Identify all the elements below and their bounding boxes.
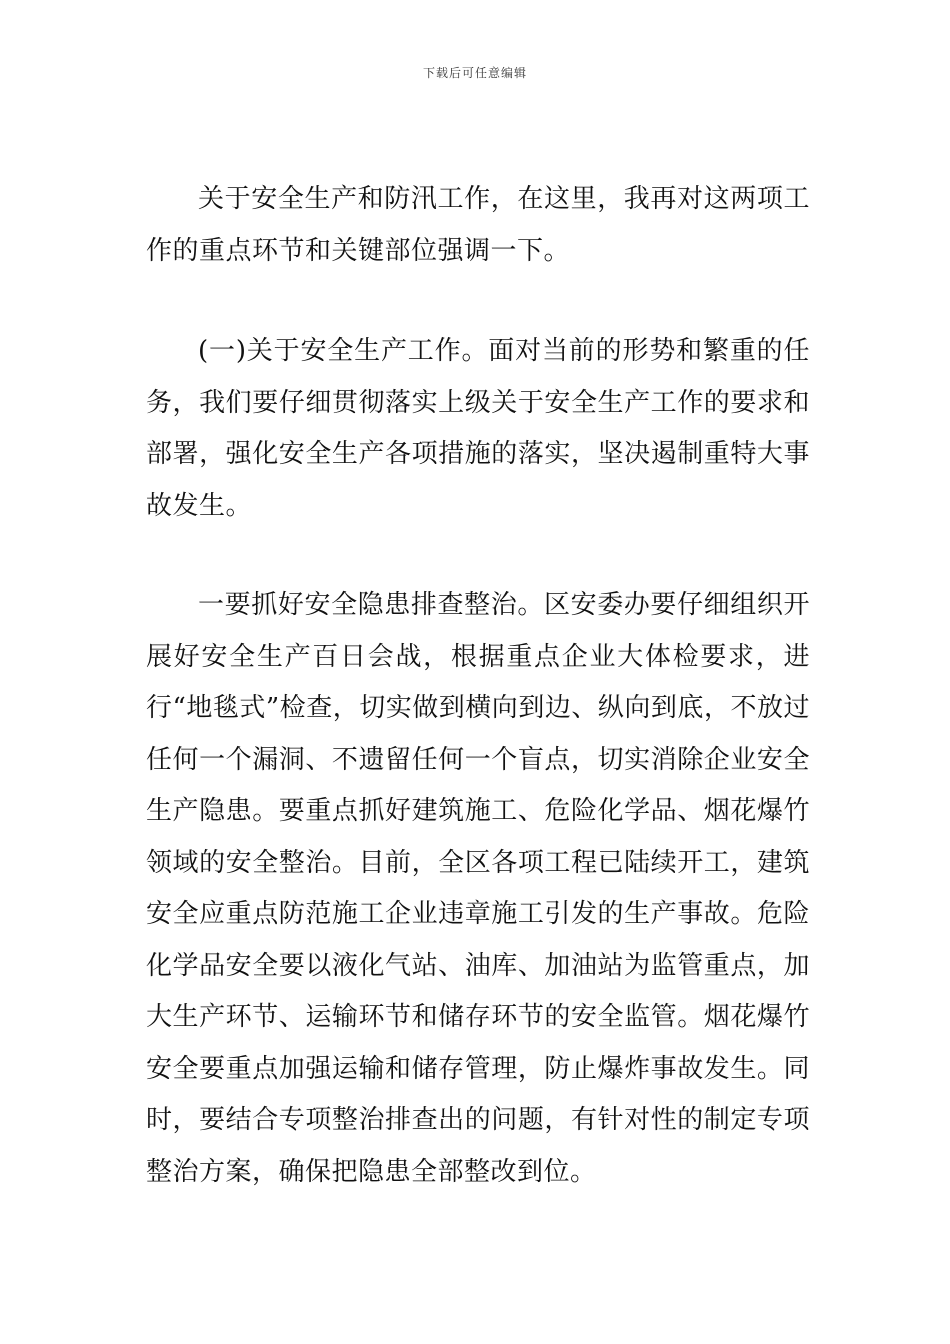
body-paragraph-hazard-inspection: 一要抓好安全隐患排查整治。区安委办要仔细组织开展好安全生产百日会战，根据重点企业大体检要求，进行“地毯式”检查，切实做到横向到边、纵向到底，不放过任何一个漏洞、不遗留任何一个盲点，切实消除企业安全生产隐患。要重点抓好建筑施工、危险化学品、烟花爆竹领域的安全整治。目前，全区各项工程已陆续开工，建筑安全应重点防范施工企业违章施工引发的生产事故。危险化学品安全要以液化气站、油库、加油站为监管重点，加大生产环节、运输环节和储存环节的安全监管。烟花爆竹安全要重点加强运输和储存管理，防止爆炸事故发生。同时，要结合专项整治排查出的问题，有针对性的制定专项整治方案，确保把隐患全部整改到位。 <box>146 590 810 1187</box>
body-paragraph-safety-production: (一)关于安全生产工作。面对当前的形势和繁重的任务，我们要仔细贯彻落实上级关于安全生产工作的要求和部署，强化安全生产各项措施的落实，坚决遏制重特大事故发生。 <box>146 336 810 521</box>
body-paragraph-intro: 关于安全生产和防汛工作，在这里，我再对这两项工作的重点环节和关键部位强调一下。 <box>146 184 810 266</box>
page-header-note: 下载后可任意编辑 <box>422 66 527 80</box>
